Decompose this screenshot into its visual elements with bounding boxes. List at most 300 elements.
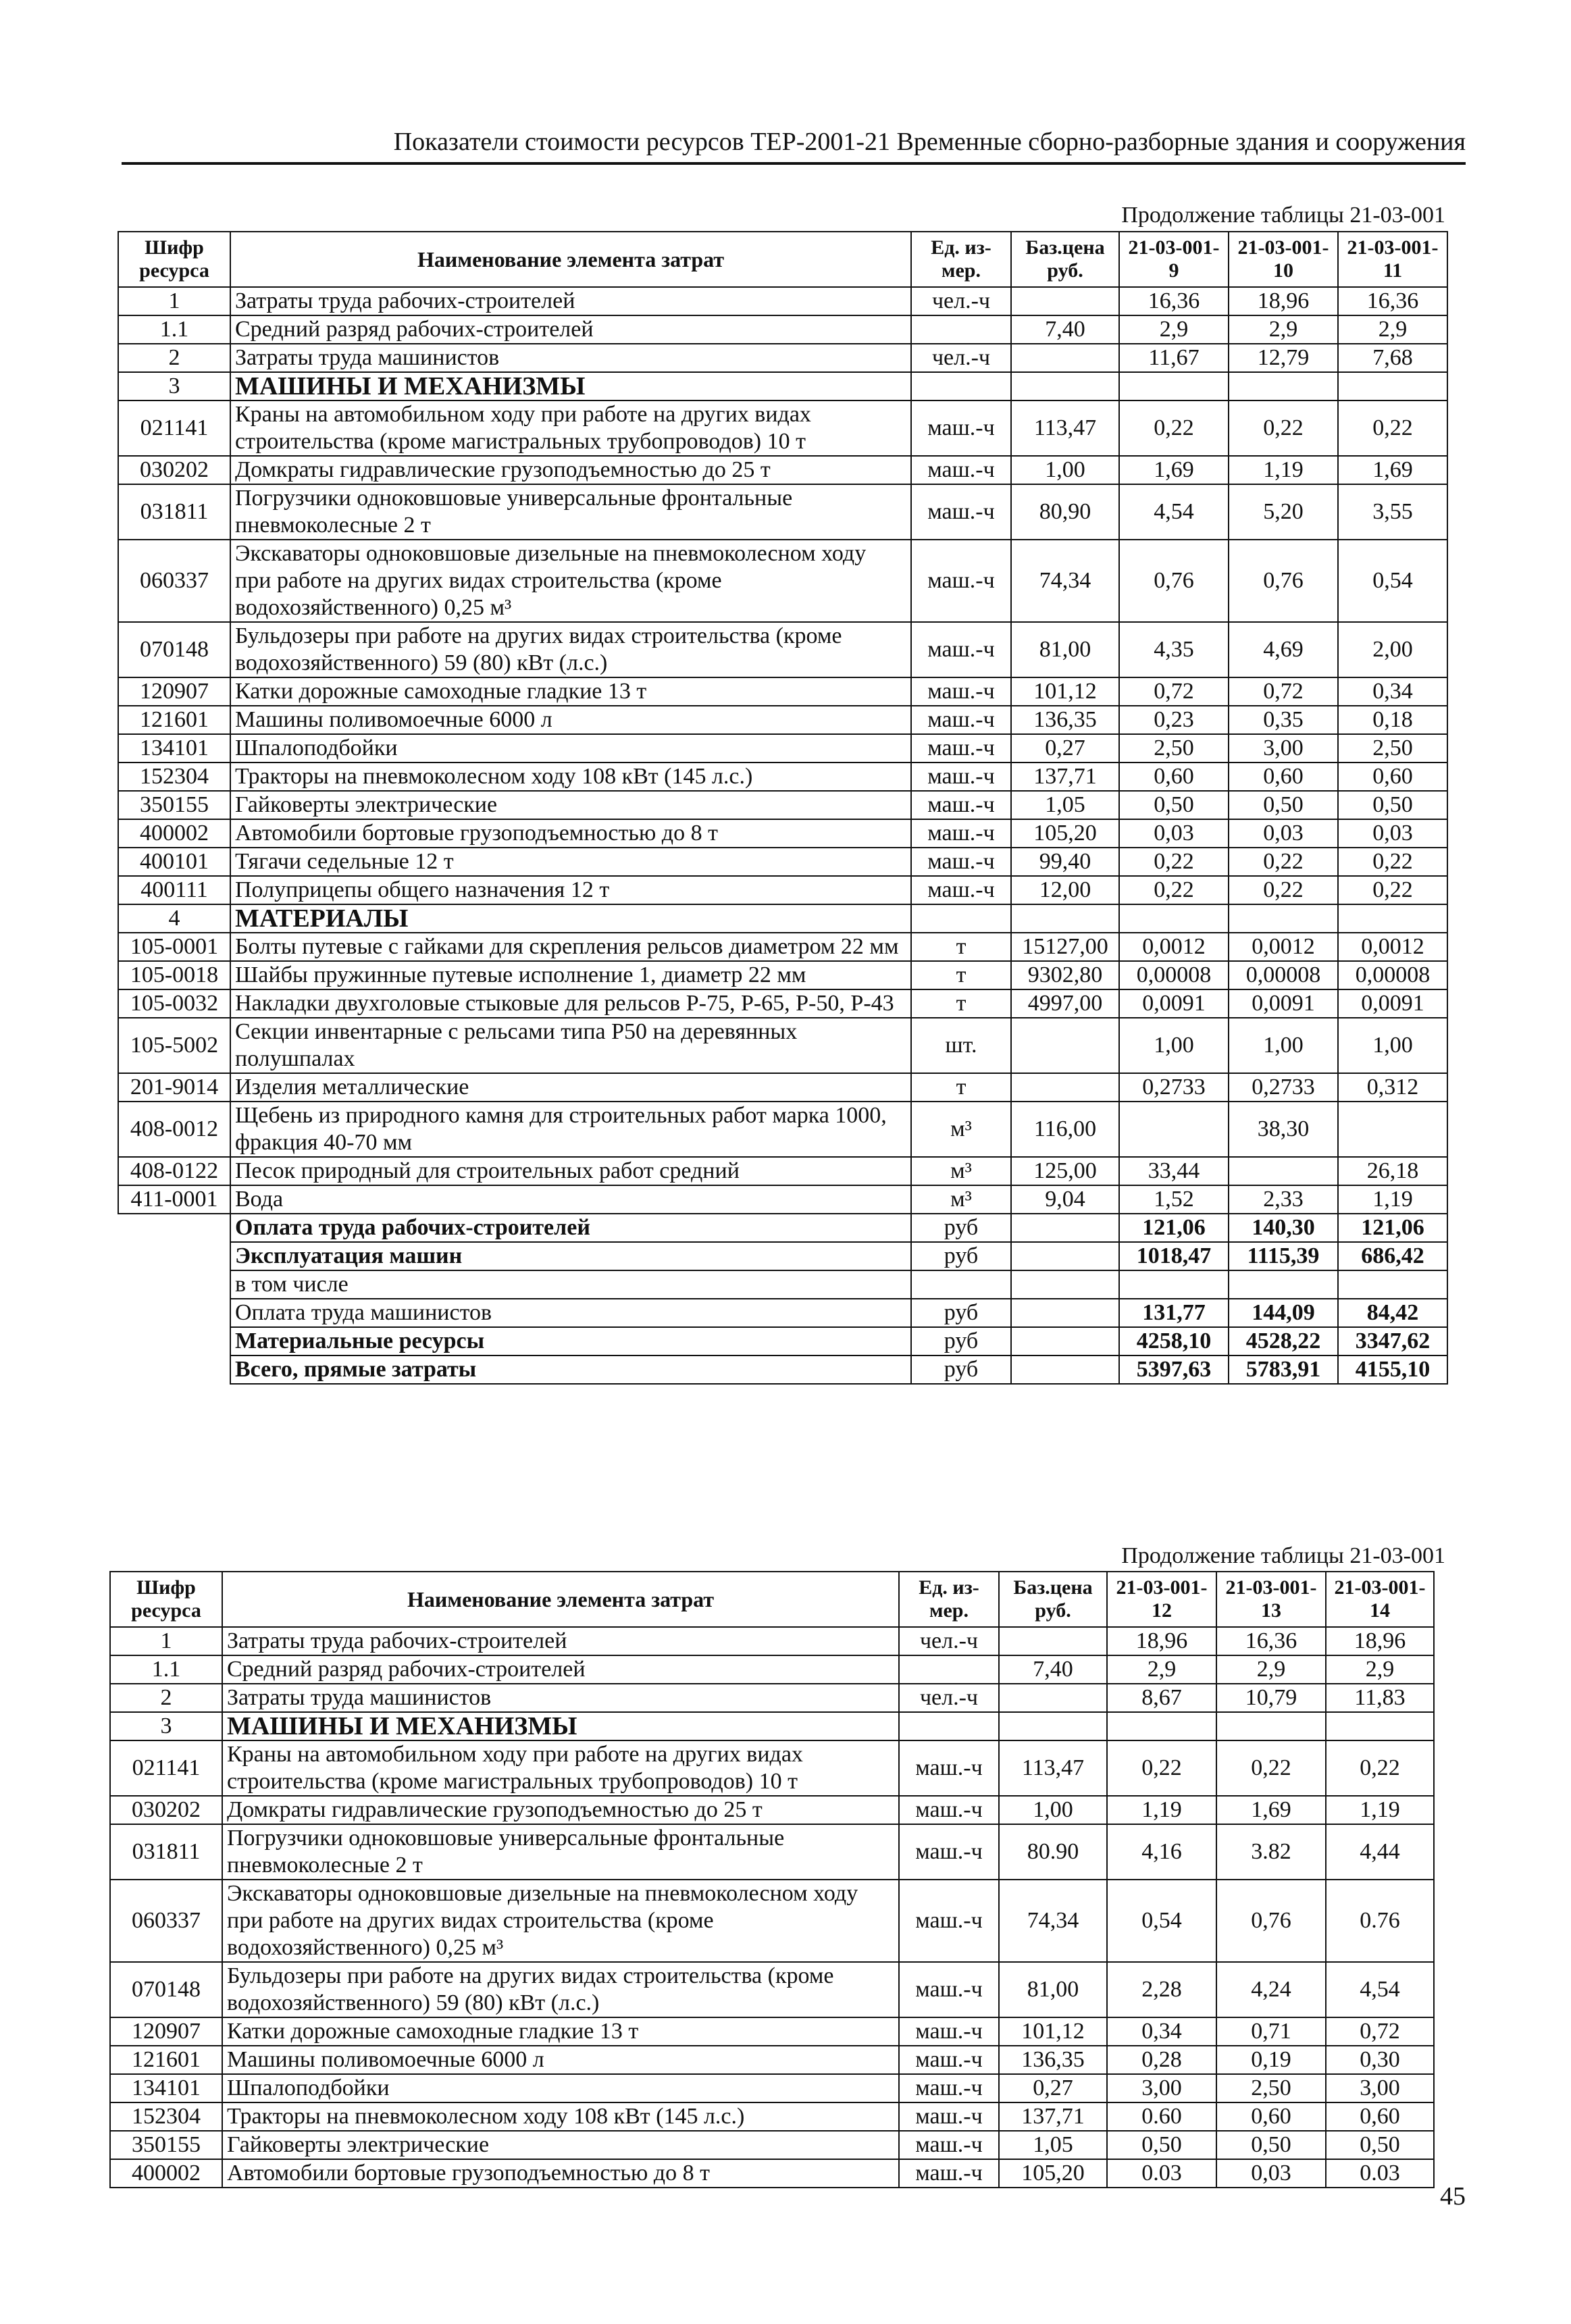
- value-cell-3: 0,00008: [1338, 961, 1447, 989]
- value-cell-2: 3,00: [1229, 734, 1338, 763]
- base-price-cell: [1011, 1018, 1119, 1073]
- value-cell-1: 1,69: [1119, 456, 1229, 484]
- value-cell-2: 0,22: [1229, 876, 1338, 904]
- unit-cell: маш.-ч: [899, 1796, 999, 1824]
- unit-cell: [911, 1270, 1011, 1299]
- resource-code-cell: 060337: [110, 1880, 222, 1962]
- element-name-cell: Тягачи седельные 12 т: [230, 848, 911, 876]
- value-cell-1: 3,00: [1107, 2074, 1216, 2102]
- value-cell-1: 2,9: [1107, 1655, 1216, 1684]
- resource-code-cell: 121601: [118, 706, 230, 734]
- value-cell-2: 0,50: [1216, 2131, 1326, 2159]
- element-name-cell: МАТЕРИАЛЫ: [230, 904, 911, 933]
- unit-cell: маш.-ч: [911, 456, 1011, 484]
- unit-cell: м³: [911, 1157, 1011, 1185]
- resource-code-cell: 021141: [118, 401, 230, 456]
- table-row: [118, 1018, 1447, 1073]
- value-cell-2: 0,0091: [1229, 989, 1338, 1018]
- table-row: [118, 677, 1447, 706]
- unit-cell: маш.-ч: [899, 1740, 999, 1796]
- value-cell-3: 0,22: [1326, 1740, 1434, 1796]
- table-row: [118, 1270, 1447, 1299]
- base-price-cell: [999, 1684, 1107, 1712]
- header-unit: Ед. из-мер.: [911, 232, 1011, 287]
- header-rule: [122, 162, 1466, 165]
- value-cell-1: 2,9: [1119, 315, 1229, 344]
- value-cell-2: 4,24: [1216, 1962, 1326, 2017]
- unit-cell: маш.-ч: [911, 401, 1011, 456]
- element-name-cell: Накладки двухголовые стыковые для рельсов Р-75, Р-65, Р-50, Р-43: [230, 989, 911, 1018]
- resource-code-cell: 070148: [118, 622, 230, 677]
- unit-cell: маш.-ч: [911, 791, 1011, 819]
- base-price-cell: [1011, 372, 1119, 401]
- element-name-cell: Экскаваторы одноковшовые дизельные на пневмоколесном ходу при работе на других видах строительства (кроме водохозяйственного) 0,25 м³: [230, 540, 911, 622]
- element-name-cell: Вода: [230, 1185, 911, 1214]
- value-cell-2: 0,50: [1229, 791, 1338, 819]
- value-cell-3: 1,69: [1338, 456, 1447, 484]
- unit-cell: маш.-ч: [911, 734, 1011, 763]
- value-cell-3: 18,96: [1326, 1627, 1434, 1655]
- unit-cell: т: [911, 1073, 1011, 1102]
- value-cell-2: 18,96: [1229, 287, 1338, 315]
- resource-code-cell: 105-0018: [118, 961, 230, 989]
- table-row: [118, 1073, 1447, 1102]
- element-name-cell: Бульдозеры при работе на других видах строительства (кроме водохозяйственного) 59 (80) кВт (л.с.): [230, 622, 911, 677]
- unit-cell: руб: [911, 1214, 1011, 1242]
- value-cell-3: 0,54: [1338, 540, 1447, 622]
- table-row: [110, 1796, 1434, 1824]
- element-name-cell: Изделия металлические: [230, 1073, 911, 1102]
- cost-table-1: [118, 231, 1448, 1385]
- value-cell-2: 0,00008: [1229, 961, 1338, 989]
- unit-cell: руб: [911, 1242, 1011, 1270]
- base-price-cell: 125,00: [1011, 1157, 1119, 1185]
- base-price-cell: [1011, 1270, 1119, 1299]
- value-cell-3: 1,19: [1338, 1185, 1447, 1214]
- resource-code-cell: 120907: [118, 677, 230, 706]
- resource-code-cell: 408-0122: [118, 1157, 230, 1185]
- element-name-cell: Гайковерты электрические: [230, 791, 911, 819]
- value-cell-2: 3.82: [1216, 1824, 1326, 1880]
- unit-cell: маш.-ч: [911, 622, 1011, 677]
- header-col-2: 21-03-001-13: [1216, 1572, 1326, 1627]
- value-cell-3: [1326, 1712, 1434, 1740]
- base-price-cell: 0,27: [999, 2074, 1107, 2102]
- value-cell-1: 0,22: [1107, 1740, 1216, 1796]
- base-price-cell: 101,12: [1011, 677, 1119, 706]
- value-cell-1: 0,28: [1107, 2046, 1216, 2074]
- resource-code-cell: 105-0001: [118, 933, 230, 961]
- value-cell-2: 10,79: [1216, 1684, 1326, 1712]
- value-cell-3: 0,22: [1338, 401, 1447, 456]
- value-cell-2: 0,0012: [1229, 933, 1338, 961]
- header-name: Наименование элемента затрат: [222, 1572, 899, 1627]
- base-price-cell: 0,27: [1011, 734, 1119, 763]
- base-price-cell: 137,71: [1011, 763, 1119, 791]
- value-cell-2: 0,71: [1216, 2017, 1326, 2046]
- unit-cell: [899, 1655, 999, 1684]
- unit-cell: маш.-ч: [911, 848, 1011, 876]
- value-cell-1: 131,77: [1119, 1299, 1229, 1327]
- table-row: [110, 1824, 1434, 1880]
- base-price-cell: 101,12: [999, 2017, 1107, 2046]
- element-name-cell: в том числе: [230, 1270, 911, 1299]
- element-name-cell: МАШИНЫ И МЕХАНИЗМЫ: [230, 372, 911, 401]
- table-row: [118, 763, 1447, 791]
- value-cell-2: 2,50: [1216, 2074, 1326, 2102]
- element-name-cell: Погрузчики одноковшовые универсальные фронтальные пневмоколесные 2 т: [222, 1824, 899, 1880]
- resource-code-cell: 1.1: [118, 315, 230, 344]
- value-cell-1: 0,22: [1119, 848, 1229, 876]
- element-name-cell: Песок природный для строительных работ средний: [230, 1157, 911, 1185]
- value-cell-3: [1338, 1102, 1447, 1157]
- base-price-cell: [1011, 1299, 1119, 1327]
- table-row: [118, 1327, 1447, 1355]
- resource-code-cell: 411-0001: [118, 1185, 230, 1214]
- value-cell-2: 0,03: [1229, 819, 1338, 848]
- value-cell-1: 0,60: [1119, 763, 1229, 791]
- value-cell-2: [1229, 904, 1338, 933]
- unit-cell: [911, 372, 1011, 401]
- table-row: [110, 2159, 1434, 2188]
- value-cell-2: 0,03: [1216, 2159, 1326, 2188]
- value-cell-1: 0,50: [1119, 791, 1229, 819]
- value-cell-2: [1216, 1712, 1326, 1740]
- element-name-cell: Болты путевые с гайками для скрепления рельсов диаметром 22 мм: [230, 933, 911, 961]
- table-row: [118, 315, 1447, 344]
- resource-code-cell: 152304: [110, 2102, 222, 2131]
- value-cell-2: 5783,91: [1229, 1355, 1338, 1384]
- element-name-cell: Материальные ресурсы: [230, 1327, 911, 1355]
- element-name-cell: Полуприцепы общего назначения 12 т: [230, 876, 911, 904]
- resource-code-cell: 1: [110, 1627, 222, 1655]
- element-name-cell: Шпалоподбойки: [222, 2074, 899, 2102]
- value-cell-1: 0.03: [1107, 2159, 1216, 2188]
- resource-code-cell: 1.1: [110, 1655, 222, 1684]
- table-row: [118, 1355, 1447, 1384]
- value-cell-3: 11,83: [1326, 1684, 1434, 1712]
- unit-cell: [911, 904, 1011, 933]
- unit-cell: маш.-ч: [899, 1880, 999, 1962]
- base-price-cell: [1011, 1073, 1119, 1102]
- base-price-cell: 99,40: [1011, 848, 1119, 876]
- element-name-cell: Погрузчики одноковшовые универсальные фронтальные пневмоколесные 2 т: [230, 484, 911, 540]
- value-cell-1: 0.60: [1107, 2102, 1216, 2131]
- value-cell-1: 1,52: [1119, 1185, 1229, 1214]
- element-name-cell: Всего, прямые затраты: [230, 1355, 911, 1384]
- table-row: [110, 1684, 1434, 1712]
- header-price: Баз.цена руб.: [999, 1572, 1107, 1627]
- table-row: [110, 1962, 1434, 2017]
- value-cell-3: [1338, 904, 1447, 933]
- value-cell-2: 0,2733: [1229, 1073, 1338, 1102]
- value-cell-1: 18,96: [1107, 1627, 1216, 1655]
- value-cell-3: 4155,10: [1338, 1355, 1447, 1384]
- element-name-cell: Краны на автомобильном ходу при работе на других видах строительства (кроме магистральных трубопроводов) 10 т: [230, 401, 911, 456]
- table-row: [110, 1740, 1434, 1796]
- element-name-cell: Домкраты гидравлические грузоподъемностью до 25 т: [222, 1796, 899, 1824]
- base-price-cell: [1011, 1327, 1119, 1355]
- resource-code-cell: 121601: [110, 2046, 222, 2074]
- resource-code-cell: [118, 1327, 230, 1355]
- element-name-cell: Машины поливомоечные 6000 л: [222, 2046, 899, 2074]
- element-name-cell: Эксплуатация машин: [230, 1242, 911, 1270]
- resource-code-cell: 2: [118, 344, 230, 372]
- unit-cell: маш.-ч: [911, 677, 1011, 706]
- unit-cell: шт.: [911, 1018, 1011, 1073]
- value-cell-2: 0,60: [1216, 2102, 1326, 2131]
- resource-code-cell: 1: [118, 287, 230, 315]
- table-row: [110, 1655, 1434, 1684]
- value-cell-3: 0,18: [1338, 706, 1447, 734]
- value-cell-2: 144,09: [1229, 1299, 1338, 1327]
- resource-code-cell: 2: [110, 1684, 222, 1712]
- value-cell-2: 0,35: [1229, 706, 1338, 734]
- base-price-cell: [1011, 344, 1119, 372]
- unit-cell: маш.-ч: [911, 763, 1011, 791]
- unit-cell: чел.-ч: [899, 1627, 999, 1655]
- value-cell-3: [1338, 372, 1447, 401]
- base-price-cell: 136,35: [999, 2046, 1107, 2074]
- value-cell-3: [1338, 1270, 1447, 1299]
- base-price-cell: 74,34: [1011, 540, 1119, 622]
- element-name-cell: Катки дорожные самоходные гладкие 13 т: [222, 2017, 899, 2046]
- unit-cell: маш.-ч: [911, 819, 1011, 848]
- base-price-cell: 81,00: [999, 1962, 1107, 2017]
- resource-code-cell: 031811: [118, 484, 230, 540]
- value-cell-1: 4,54: [1119, 484, 1229, 540]
- resource-code-cell: 400111: [118, 876, 230, 904]
- element-name-cell: Затраты труда рабочих-строителей: [230, 287, 911, 315]
- value-cell-3: 2,50: [1338, 734, 1447, 763]
- unit-cell: чел.-ч: [911, 287, 1011, 315]
- value-cell-1: 11,67: [1119, 344, 1229, 372]
- value-cell-2: 4528,22: [1229, 1327, 1338, 1355]
- value-cell-2: 0,22: [1229, 401, 1338, 456]
- base-price-cell: 137,71: [999, 2102, 1107, 2131]
- value-cell-3: 84,42: [1338, 1299, 1447, 1327]
- header-price: Баз.цена руб.: [1011, 232, 1119, 287]
- value-cell-3: 0,03: [1338, 819, 1447, 848]
- element-name-cell: Тракторы на пневмоколесном ходу 108 кВт (145 л.с.): [222, 2102, 899, 2131]
- value-cell-1: 16,36: [1119, 287, 1229, 315]
- resource-code-cell: 031811: [110, 1824, 222, 1880]
- element-name-cell: Краны на автомобильном ходу при работе на других видах строительства (кроме магистральных трубопроводов) 10 т: [222, 1740, 899, 1796]
- resource-code-cell: [118, 1242, 230, 1270]
- element-name-cell: Экскаваторы одноковшовые дизельные на пневмоколесном ходу при работе на других видах строительства (кроме водохозяйственного) 0,25 м³: [222, 1880, 899, 1962]
- value-cell-3: 4,44: [1326, 1824, 1434, 1880]
- value-cell-2: 0,19: [1216, 2046, 1326, 2074]
- value-cell-2: 1,19: [1229, 456, 1338, 484]
- table-row: [118, 933, 1447, 961]
- value-cell-1: 0,50: [1107, 2131, 1216, 2159]
- value-cell-1: [1119, 372, 1229, 401]
- value-cell-1: 121,06: [1119, 1214, 1229, 1242]
- resource-code-cell: [118, 1270, 230, 1299]
- table-row: [118, 1185, 1447, 1214]
- value-cell-2: 0,76: [1229, 540, 1338, 622]
- table-row: [118, 904, 1447, 933]
- value-cell-1: 4,16: [1107, 1824, 1216, 1880]
- base-price-cell: 1,05: [999, 2131, 1107, 2159]
- resource-code-cell: 134101: [118, 734, 230, 763]
- value-cell-3: 1,19: [1326, 1796, 1434, 1824]
- header-col-3: 21-03-001-14: [1326, 1572, 1434, 1627]
- table-row: [118, 372, 1447, 401]
- base-price-cell: 1,05: [1011, 791, 1119, 819]
- table-row: [118, 819, 1447, 848]
- base-price-cell: 80.90: [999, 1824, 1107, 1880]
- resource-code-cell: 120907: [110, 2017, 222, 2046]
- resource-code-cell: 400002: [118, 819, 230, 848]
- value-cell-1: 0,00008: [1119, 961, 1229, 989]
- value-cell-3: 3,00: [1326, 2074, 1434, 2102]
- resource-code-cell: [118, 1214, 230, 1242]
- resource-code-cell: [118, 1299, 230, 1327]
- base-price-cell: 4997,00: [1011, 989, 1119, 1018]
- resource-code-cell: 201-9014: [118, 1073, 230, 1102]
- value-cell-2: 1115,39: [1229, 1242, 1338, 1270]
- value-cell-2: 0,72: [1229, 677, 1338, 706]
- table-row: [118, 1102, 1447, 1157]
- value-cell-2: 2,9: [1216, 1655, 1326, 1684]
- value-cell-1: 0,0012: [1119, 933, 1229, 961]
- base-price-cell: [1011, 1242, 1119, 1270]
- unit-cell: маш.-ч: [899, 2159, 999, 2188]
- value-cell-2: [1229, 1157, 1338, 1185]
- table-row: [118, 1299, 1447, 1327]
- value-cell-2: 16,36: [1216, 1627, 1326, 1655]
- unit-cell: маш.-ч: [899, 2074, 999, 2102]
- base-price-cell: 9,04: [1011, 1185, 1119, 1214]
- resource-code-cell: 134101: [110, 2074, 222, 2102]
- value-cell-2: 2,33: [1229, 1185, 1338, 1214]
- value-cell-1: 0,72: [1119, 677, 1229, 706]
- value-cell-3: 0,312: [1338, 1073, 1447, 1102]
- value-cell-2: 0,76: [1216, 1880, 1326, 1962]
- unit-cell: маш.-ч: [899, 1962, 999, 2017]
- table-row: [118, 1157, 1447, 1185]
- value-cell-1: 0,03: [1119, 819, 1229, 848]
- cost-table-2: [109, 1571, 1435, 2188]
- unit-cell: маш.-ч: [899, 2046, 999, 2074]
- base-price-cell: [999, 1712, 1107, 1740]
- header-name: Наименование элемента затрат: [230, 232, 911, 287]
- value-cell-1: 5397,63: [1119, 1355, 1229, 1384]
- unit-cell: т: [911, 989, 1011, 1018]
- value-cell-2: 2,9: [1229, 315, 1338, 344]
- element-name-cell: МАШИНЫ И МЕХАНИЗМЫ: [222, 1712, 899, 1740]
- table1-continuation-label: Продолжение таблицы 21-03-001: [1121, 203, 1445, 228]
- table-row: [118, 706, 1447, 734]
- base-price-cell: 12,00: [1011, 876, 1119, 904]
- unit-cell: т: [911, 961, 1011, 989]
- value-cell-1: 1,19: [1107, 1796, 1216, 1824]
- table-row: [110, 1627, 1434, 1655]
- value-cell-3: 2,9: [1326, 1655, 1434, 1684]
- value-cell-2: 1,69: [1216, 1796, 1326, 1824]
- value-cell-2: [1229, 372, 1338, 401]
- table-row: [118, 1214, 1447, 1242]
- value-cell-3: 0,30: [1326, 2046, 1434, 2074]
- value-cell-1: 0,2733: [1119, 1073, 1229, 1102]
- base-price-cell: 116,00: [1011, 1102, 1119, 1157]
- value-cell-1: 4,35: [1119, 622, 1229, 677]
- table-row: [118, 344, 1447, 372]
- base-price-cell: [1011, 1355, 1119, 1384]
- base-price-cell: 105,20: [999, 2159, 1107, 2188]
- resource-code-cell: 021141: [110, 1740, 222, 1796]
- value-cell-1: 33,44: [1119, 1157, 1229, 1185]
- base-price-cell: 1,00: [1011, 456, 1119, 484]
- value-cell-3: 26,18: [1338, 1157, 1447, 1185]
- value-cell-3: 2,00: [1338, 622, 1447, 677]
- value-cell-3: 0,50: [1338, 791, 1447, 819]
- base-price-cell: 7,40: [999, 1655, 1107, 1684]
- element-name-cell: Затраты труда рабочих-строителей: [222, 1627, 899, 1655]
- value-cell-3: 3,55: [1338, 484, 1447, 540]
- element-name-cell: Секции инвентарные с рельсами типа Р50 на деревянных полушпалах: [230, 1018, 911, 1073]
- table-row: [118, 734, 1447, 763]
- header-col-1: 21-03-001-12: [1107, 1572, 1216, 1627]
- value-cell-3: 2,9: [1338, 315, 1447, 344]
- value-cell-2: 5,20: [1229, 484, 1338, 540]
- base-price-cell: [1011, 287, 1119, 315]
- element-name-cell: Тракторы на пневмоколесном ходу 108 кВт (145 л.с.): [230, 763, 911, 791]
- unit-cell: [899, 1712, 999, 1740]
- value-cell-1: [1119, 904, 1229, 933]
- value-cell-3: 686,42: [1338, 1242, 1447, 1270]
- element-name-cell: Катки дорожные самоходные гладкие 13 т: [230, 677, 911, 706]
- resource-code-cell: 350155: [118, 791, 230, 819]
- resource-code-cell: 400002: [110, 2159, 222, 2188]
- value-cell-1: 4258,10: [1119, 1327, 1229, 1355]
- table-row: [118, 848, 1447, 876]
- header-code: Шифр ресурса: [118, 232, 230, 287]
- value-cell-1: [1119, 1270, 1229, 1299]
- value-cell-2: [1229, 1270, 1338, 1299]
- resource-code-cell: 152304: [118, 763, 230, 791]
- value-cell-3: 0,72: [1326, 2017, 1434, 2046]
- header-col-1: 21-03-001-9: [1119, 232, 1229, 287]
- value-cell-1: 0,23: [1119, 706, 1229, 734]
- resource-code-cell: 350155: [110, 2131, 222, 2159]
- value-cell-3: 0,22: [1338, 876, 1447, 904]
- table-row: [118, 961, 1447, 989]
- table-row: [118, 540, 1447, 622]
- unit-cell: маш.-ч: [899, 1824, 999, 1880]
- base-price-cell: 80,90: [1011, 484, 1119, 540]
- unit-cell: маш.-ч: [911, 706, 1011, 734]
- unit-cell: маш.-ч: [911, 540, 1011, 622]
- value-cell-3: 0,22: [1338, 848, 1447, 876]
- header-unit: Ед. из-мер.: [899, 1572, 999, 1627]
- base-price-cell: 113,47: [999, 1740, 1107, 1796]
- resource-code-cell: 400101: [118, 848, 230, 876]
- element-name-cell: Домкраты гидравлические грузоподъемностью до 25 т: [230, 456, 911, 484]
- table-row: [110, 1712, 1434, 1740]
- unit-cell: руб: [911, 1355, 1011, 1384]
- element-name-cell: Средний разряд рабочих-строителей: [230, 315, 911, 344]
- value-cell-2: 140,30: [1229, 1214, 1338, 1242]
- value-cell-3: 0,60: [1338, 763, 1447, 791]
- value-cell-1: 2,28: [1107, 1962, 1216, 2017]
- value-cell-3: 0,50: [1326, 2131, 1434, 2159]
- header-col-2: 21-03-001-10: [1229, 232, 1338, 287]
- unit-cell: м³: [911, 1185, 1011, 1214]
- resource-code-cell: 3: [110, 1712, 222, 1740]
- base-price-cell: [1011, 904, 1119, 933]
